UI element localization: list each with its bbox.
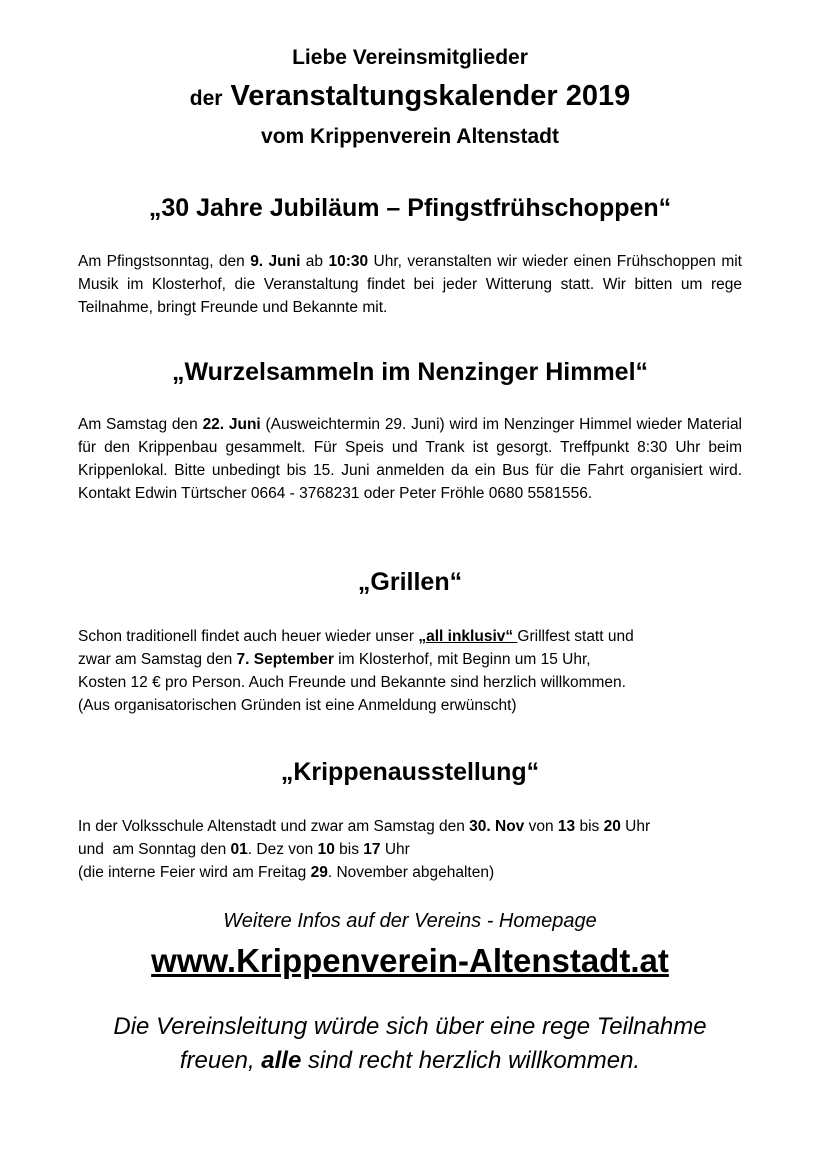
alle-emphasis: alle xyxy=(261,1047,302,1074)
event-text-krippenausstellung xyxy=(78,815,742,884)
text-fragment: Schon traditionell findet auch heuer wieder unser xyxy=(78,628,419,645)
all-inklusiv-emphasis: „all inklusiv“ xyxy=(418,628,518,645)
text-fragment: Am Pfingstsonntag, den xyxy=(78,253,251,270)
text-fragment: und am Sonntag den xyxy=(78,841,231,858)
greeting-line: Liebe Vereinsmitglieder xyxy=(292,46,528,69)
ausstellung-line-1 xyxy=(78,815,742,838)
event-date: 01 xyxy=(230,841,248,858)
event-date: 7. September xyxy=(236,651,334,668)
text-fragment: (Ausweichtermin 29. Juni) wird im Nenzinger Himmel wieder Material für den Krippenbau gesammelt. Für Speis und Trank ist gesorgt. Treffpunkt 8:30 Uhr beim Krippenlokal. Bitte unbedingt bis 15. Juni anmelden da ein Bus für die Fahrt organisiert wird. Kontakt Edwin Türtscher 0664 - 3768231 oder Peter Fröhle 0680 5581556. xyxy=(78,416,743,502)
closing-line-1: Die Vereinsleitung würde sich über eine rege Teilnahme xyxy=(113,1013,707,1040)
event-text-pfingstfruehschoppen xyxy=(78,250,742,319)
document-header xyxy=(0,44,820,151)
event-title-krippenausstellung: „Krippenausstellung“ xyxy=(280,758,540,786)
grillen-line-4: (Aus organisatorischen Gründen ist eine Anmeldung erwünscht) xyxy=(78,697,517,714)
event-time: 10 xyxy=(317,841,335,858)
event-text-wurzelsammeln xyxy=(78,413,742,505)
ausstellung-line-3 xyxy=(78,861,742,884)
event-date: 9. Juni xyxy=(250,253,301,270)
homepage-note: Weitere Infos auf der Vereins - Homepage xyxy=(223,910,597,932)
event-date: 29 xyxy=(310,864,328,881)
closing-line-2 xyxy=(0,1044,820,1078)
event-time: 20 xyxy=(603,818,621,835)
text-fragment: . November abgehalten) xyxy=(327,864,495,881)
event-time: 10:30 xyxy=(328,253,369,270)
event-text-grillen xyxy=(78,625,742,717)
text-fragment: (die interne Feier wird am Freitag xyxy=(78,864,311,881)
event-time: 17 xyxy=(363,841,381,858)
grillen-line-1 xyxy=(78,625,742,648)
title-prefix: der xyxy=(189,87,223,110)
calendar-title-line xyxy=(0,78,820,119)
text-fragment: Uhr xyxy=(380,841,410,858)
event-title-pfingstfruehschoppen: „30 Jahre Jubiläum – Pfingstfrühschoppen“ xyxy=(148,194,672,222)
club-name-line: vom Krippenverein Altenstadt xyxy=(261,125,559,148)
event-time: 13 xyxy=(557,818,576,835)
text-fragment: von xyxy=(524,818,558,835)
text-fragment: In der Volksschule Altenstadt und zwar am Samstag den xyxy=(78,818,470,835)
calendar-title: Veranstaltungskalender 2019 xyxy=(230,80,631,112)
text-fragment: Am Samstag den xyxy=(78,416,203,433)
text-fragment: . Dez von xyxy=(247,841,318,858)
homepage-url[interactable]: www.Krippenverein-Altenstadt.at xyxy=(151,942,669,979)
event-title-wurzelsammeln: „Wurzelsammeln im Nenzinger Himmel“ xyxy=(171,358,649,386)
text-fragment: Uhr xyxy=(620,818,651,835)
text-fragment: bis xyxy=(575,818,604,835)
closing-message xyxy=(0,1010,820,1078)
grillen-line-3: Kosten 12 € pro Person. Auch Freunde und Bekannte sind herzlich willkommen. xyxy=(78,674,626,691)
event-date: 30. Nov xyxy=(469,818,525,835)
event-date: 22. Juni xyxy=(202,416,261,433)
ausstellung-line-2 xyxy=(78,838,742,861)
text-fragment: ab xyxy=(300,253,329,270)
text-fragment: zwar am Samstag den xyxy=(78,651,237,668)
grillen-line-2 xyxy=(78,648,742,671)
text-fragment: sind recht herzlich willkommen. xyxy=(301,1047,641,1074)
text-fragment: freuen, xyxy=(179,1047,262,1074)
text-fragment: Uhr, veranstalten wir wieder einen Frühschoppen mit Musik im Klosterhof, die Veranstaltung findet bei jeder Witterung statt. Wir bitten um rege Teilnahme, bringt Freunde und Bekannte mit. xyxy=(78,253,742,316)
text-fragment: im Klosterhof, mit Beginn um 15 Uhr, xyxy=(333,651,591,668)
text-fragment: bis xyxy=(334,841,364,858)
event-title-grillen: „Grillen“ xyxy=(357,568,463,596)
text-fragment: Grillfest statt und xyxy=(517,628,634,645)
